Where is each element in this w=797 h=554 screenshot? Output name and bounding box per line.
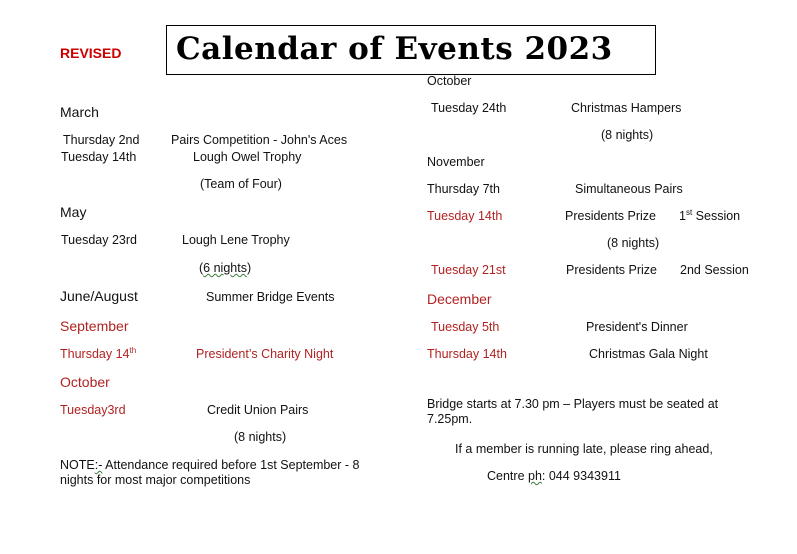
march-date-1: Thursday 2nd: [63, 133, 140, 147]
december-row2-date: Thursday 14th: [427, 347, 507, 361]
may-nights-close: ): [246, 261, 252, 275]
november-heading: November: [427, 155, 485, 169]
late-notice: If a member is running late, please ring ahead,: [455, 442, 713, 456]
october-right-heading: October: [427, 74, 472, 88]
bridge-start-info: Bridge starts at 7.30 pm – Players must be seated at 7.25pm.: [427, 397, 719, 426]
september-event: President’s Charity Night: [196, 347, 334, 361]
note-label: NOTE: [60, 458, 95, 472]
october-left-heading: October: [60, 374, 110, 390]
december-row2-event: Christmas Gala Night: [589, 347, 708, 361]
note-text: Attendance required before 1st September - 8 nights for most major competitions: [60, 458, 360, 487]
september-date-prefix: Thursday 14: [60, 347, 130, 361]
june-august-heading: June/August: [60, 288, 138, 304]
page-title: Calendar of Events 2023: [176, 31, 613, 67]
march-date-2: Tuesday 14th: [61, 150, 137, 164]
october-right-event: Christmas Hampers: [571, 101, 682, 115]
attendance-note: [60, 458, 390, 488]
november-row3-date: Tuesday 21st: [431, 263, 506, 277]
october-left-date: Tuesday3rd: [60, 403, 126, 417]
phone-ph: ph: [528, 469, 542, 483]
may-event: Lough Lene Trophy: [182, 233, 290, 247]
november-row2-date: Tuesday 14th: [427, 209, 503, 223]
october-left-nights: (8 nights): [234, 430, 287, 444]
revised-label: REVISED: [60, 45, 122, 61]
centre-phone: [487, 469, 621, 484]
september-heading: September: [60, 318, 129, 334]
phone-number: : 044 9343911: [541, 469, 621, 483]
november-row2-session-sup: st: [685, 207, 693, 217]
may-nights-value: 6 nights: [203, 261, 247, 275]
may-nights-open: (: [199, 261, 204, 275]
may-heading: May: [60, 204, 87, 220]
november-row2-session: [679, 209, 740, 224]
phone-prefix: Centre: [487, 469, 528, 483]
november-row1-date: Thursday 7th: [427, 182, 500, 196]
march-event-line1: Pairs Competition - John's Aces: [171, 133, 348, 147]
november-row2-session-suffix: Session: [692, 209, 741, 223]
june-august-event: Summer Bridge Events: [206, 290, 335, 304]
november-row3-session: 2nd Session: [680, 263, 749, 277]
december-heading: December: [427, 291, 492, 307]
march-heading: March: [60, 104, 99, 120]
october-left-event: Credit Union Pairs: [207, 403, 309, 417]
december-row1-event: President's Dinner: [586, 320, 688, 334]
november-row1-event: Simultaneous Pairs: [575, 182, 683, 196]
september-date: [60, 347, 136, 362]
october-right-nights: (8 nights): [601, 128, 654, 142]
november-row2-nights: (8 nights): [607, 236, 660, 250]
november-row2-session-prefix: 1: [679, 209, 686, 223]
march-note: (Team of Four): [200, 177, 282, 191]
may-date: Tuesday 23rd: [61, 233, 137, 247]
note-separator: :-: [94, 458, 103, 472]
november-row3-event: Presidents Prize: [566, 263, 658, 277]
november-row2-event: Presidents Prize: [565, 209, 657, 223]
september-date-suffix: th: [129, 345, 137, 355]
october-right-date: Tuesday 24th: [431, 101, 507, 115]
march-event-line2: Lough Owel Trophy: [193, 150, 302, 164]
may-nights: [199, 261, 251, 276]
december-row1-date: Tuesday 5th: [431, 320, 500, 334]
